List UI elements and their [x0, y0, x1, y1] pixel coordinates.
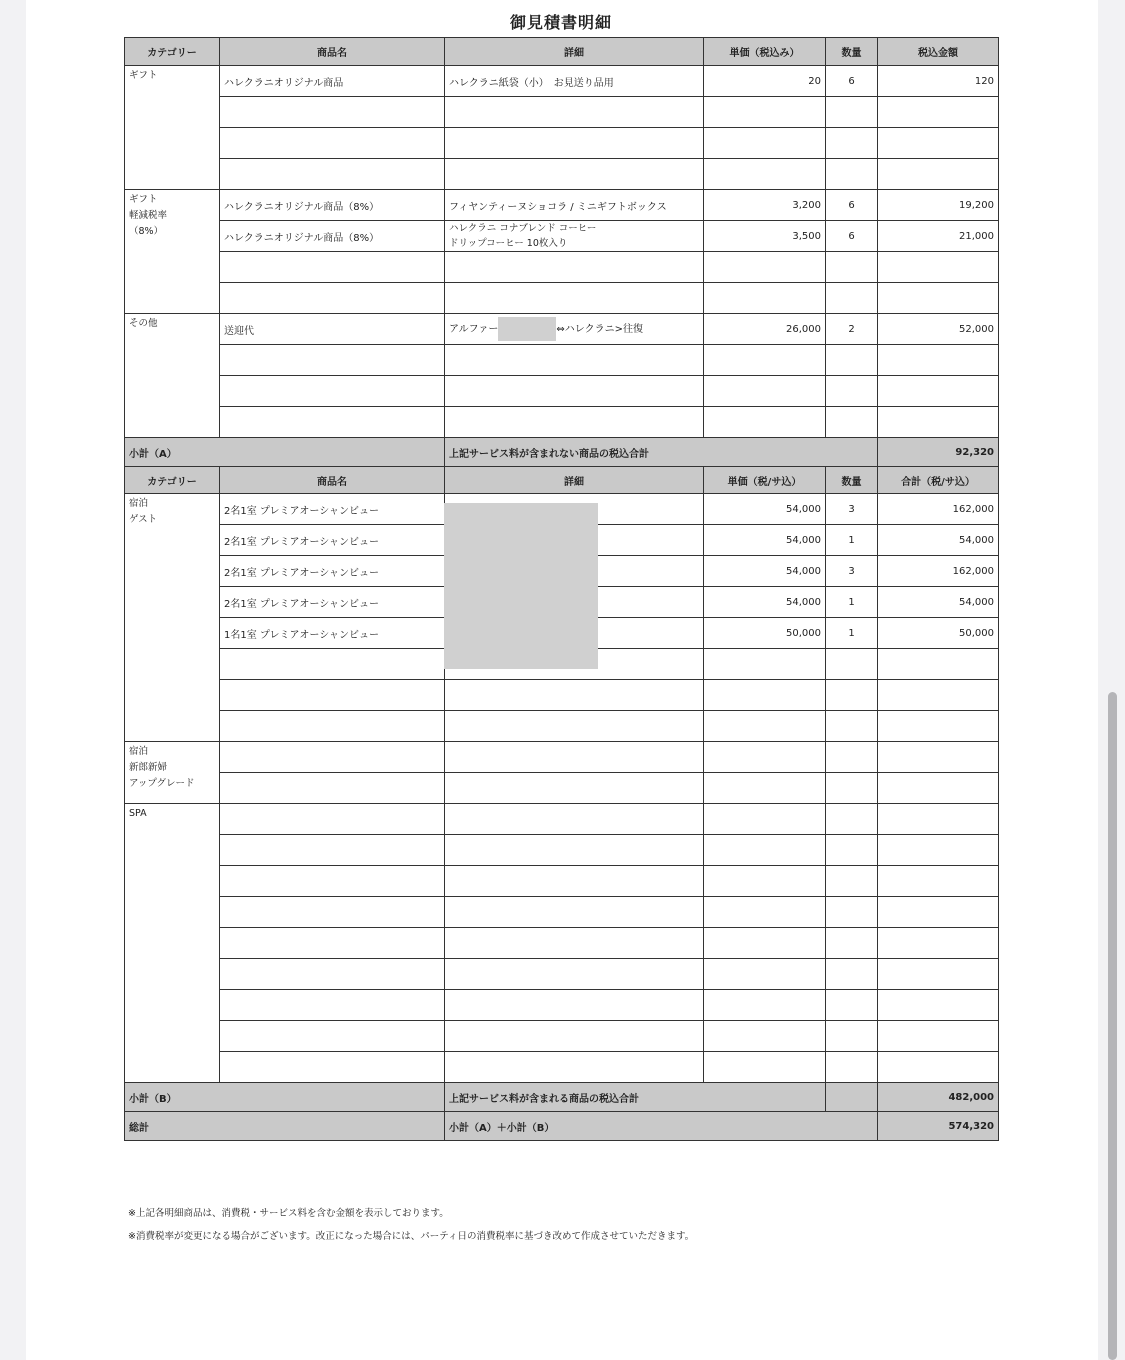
unit-price: 54,000 [704, 494, 826, 525]
table-row-empty [125, 711, 999, 742]
amount: 162,000 [878, 494, 999, 525]
table-header [125, 38, 999, 66]
table-row-empty [125, 376, 999, 407]
product-detail: フィヤンティーヌショコラ / ミニギフトボックス [445, 190, 704, 221]
table-row-empty [125, 959, 999, 990]
quantity: 2 [826, 314, 878, 345]
category-gift: ギフト [125, 66, 220, 190]
quantity: 1 [826, 618, 878, 649]
header-unit-price: 単価（税込み） [704, 38, 826, 66]
product-detail [445, 221, 704, 252]
category-label: ギフト [129, 194, 158, 205]
table-row-empty [125, 252, 999, 283]
grand-total-row [125, 1112, 999, 1141]
table-header-2 [125, 467, 999, 494]
table-row-empty [125, 804, 999, 835]
grand-total-description: 小計（A）＋小計（B） [445, 1112, 878, 1141]
product-name: 1名1室 プレミアオーシャンビュー [220, 618, 445, 649]
document-title: 御見積書明細 [509, 13, 612, 32]
table-row-empty [125, 97, 999, 128]
category-label: （8%） [129, 226, 164, 237]
footnote: ※消費税率が変更になる場合がございます。改正になった場合には、パーティ日の消費税率に基づき改めて作成させていただきます。 [128, 1231, 695, 1242]
header-quantity: 数量 [826, 467, 878, 494]
subtotal-a-amount: 92,320 [878, 438, 999, 467]
category-label: アップグレード [129, 778, 195, 789]
unit-price: 3,500 [704, 221, 826, 252]
grand-total-label: 総計 [125, 1112, 445, 1141]
quantity: 3 [826, 556, 878, 587]
product-name: 2名1室 プレミアオーシャンビュー [220, 587, 445, 618]
quantity: 6 [826, 66, 878, 97]
table-row [125, 190, 999, 221]
unit-price: 3,200 [704, 190, 826, 221]
header-total: 合計（税/サ込） [878, 467, 999, 494]
header-product-name: 商品名 [220, 38, 445, 66]
table-row [125, 66, 999, 97]
category-stay-couple-upgrade [125, 742, 220, 804]
detail-line: ドリップコーヒー 10枚入り [449, 238, 568, 249]
redacted-block [498, 317, 556, 341]
category-stay-guest [125, 494, 220, 742]
table-row-empty [125, 773, 999, 804]
footnotes [128, 1202, 694, 1248]
amount: 50,000 [878, 618, 999, 649]
table-row-empty [125, 928, 999, 959]
unit-price: 54,000 [704, 587, 826, 618]
product-name: 送迎代 [220, 314, 445, 345]
subtotal-b-row [125, 1083, 999, 1112]
subtotal-a-label: 小計（A） [125, 438, 445, 467]
subtotal-a-row [125, 438, 999, 467]
table-row-empty [125, 897, 999, 928]
subtotal-b-spacer [826, 1083, 878, 1112]
header-unit-price: 単価（税/サ込） [704, 467, 826, 494]
header-category: カテゴリー [125, 38, 220, 66]
quantity: 6 [826, 190, 878, 221]
category-gift-reduced-tax [125, 190, 220, 314]
unit-price: 50,000 [704, 618, 826, 649]
detail-line: ハレクラニ コナブレンド コーヒー [449, 223, 597, 234]
category-spa: SPA [125, 804, 220, 1083]
footnote: ※上記各明細商品は、消費税・サービス料を含む金額を表示しております。 [128, 1208, 449, 1219]
amount: 54,000 [878, 525, 999, 556]
table-row-empty [125, 742, 999, 773]
amount: 120 [878, 66, 999, 97]
table-row-empty [125, 407, 999, 438]
table-row [125, 314, 999, 345]
quantity: 3 [826, 494, 878, 525]
product-name: 2名1室 プレミアオーシャンビュー [220, 525, 445, 556]
product-name: 2名1室 プレミアオーシャンビュー [220, 494, 445, 525]
category-label: 新郎新婦 [129, 762, 168, 773]
product-name: ハレクラニオリジナル商品 [220, 66, 445, 97]
header-amount: 税込金額 [878, 38, 999, 66]
quantity: 6 [826, 221, 878, 252]
header-detail: 詳細 [445, 467, 704, 494]
header-product-name: 商品名 [220, 467, 445, 494]
quantity: 1 [826, 525, 878, 556]
table-row-empty [125, 159, 999, 190]
header-detail: 詳細 [445, 38, 704, 66]
amount: 54,000 [878, 587, 999, 618]
amount: 19,200 [878, 190, 999, 221]
product-name: ハレクラニオリジナル商品（8%） [220, 221, 445, 252]
quantity: 1 [826, 587, 878, 618]
header-category: カテゴリー [125, 467, 220, 494]
table-row-empty [125, 835, 999, 866]
scrollbar-thumb[interactable] [1108, 692, 1117, 1360]
unit-price: 54,000 [704, 525, 826, 556]
detail-text: アルファー [449, 324, 499, 335]
header-quantity: 数量 [826, 38, 878, 66]
table-row-empty [125, 283, 999, 314]
amount: 52,000 [878, 314, 999, 345]
subtotal-b-label: 小計（B） [125, 1083, 445, 1112]
table-row-empty [125, 1021, 999, 1052]
amount: 162,000 [878, 556, 999, 587]
table-row [125, 221, 999, 252]
category-other: その他 [125, 314, 220, 438]
product-name: ハレクラニオリジナル商品（8%） [220, 190, 445, 221]
grand-total-amount: 574,320 [878, 1112, 999, 1141]
subtotal-b-description: 上記サービス料が含まれる商品の税込合計 [445, 1083, 826, 1112]
unit-price: 20 [704, 66, 826, 97]
category-label: 宿泊 [129, 746, 149, 757]
table-row-empty [125, 990, 999, 1021]
amount: 21,000 [878, 221, 999, 252]
subtotal-b-amount: 482,000 [878, 1083, 999, 1112]
unit-price: 26,000 [704, 314, 826, 345]
detail-text: ⇔ハレクラニ>往復 [556, 324, 643, 335]
product-detail [445, 314, 704, 345]
table-row-empty [125, 128, 999, 159]
product-detail: ハレクラニ紙袋（小） お見送り品用 [445, 66, 704, 97]
table-row-empty [125, 866, 999, 897]
table-row-empty [125, 1052, 999, 1083]
category-label: ゲスト [129, 514, 158, 525]
subtotal-a-description: 上記サービス料が含まれない商品の税込合計 [445, 438, 878, 467]
table-row-empty [125, 345, 999, 376]
product-name: 2名1室 プレミアオーシャンビュー [220, 556, 445, 587]
unit-price: 54,000 [704, 556, 826, 587]
category-label: 宿泊 [129, 498, 149, 509]
category-label: 軽減税率 [129, 210, 168, 221]
table-row-empty [125, 680, 999, 711]
redacted-block [444, 503, 598, 669]
